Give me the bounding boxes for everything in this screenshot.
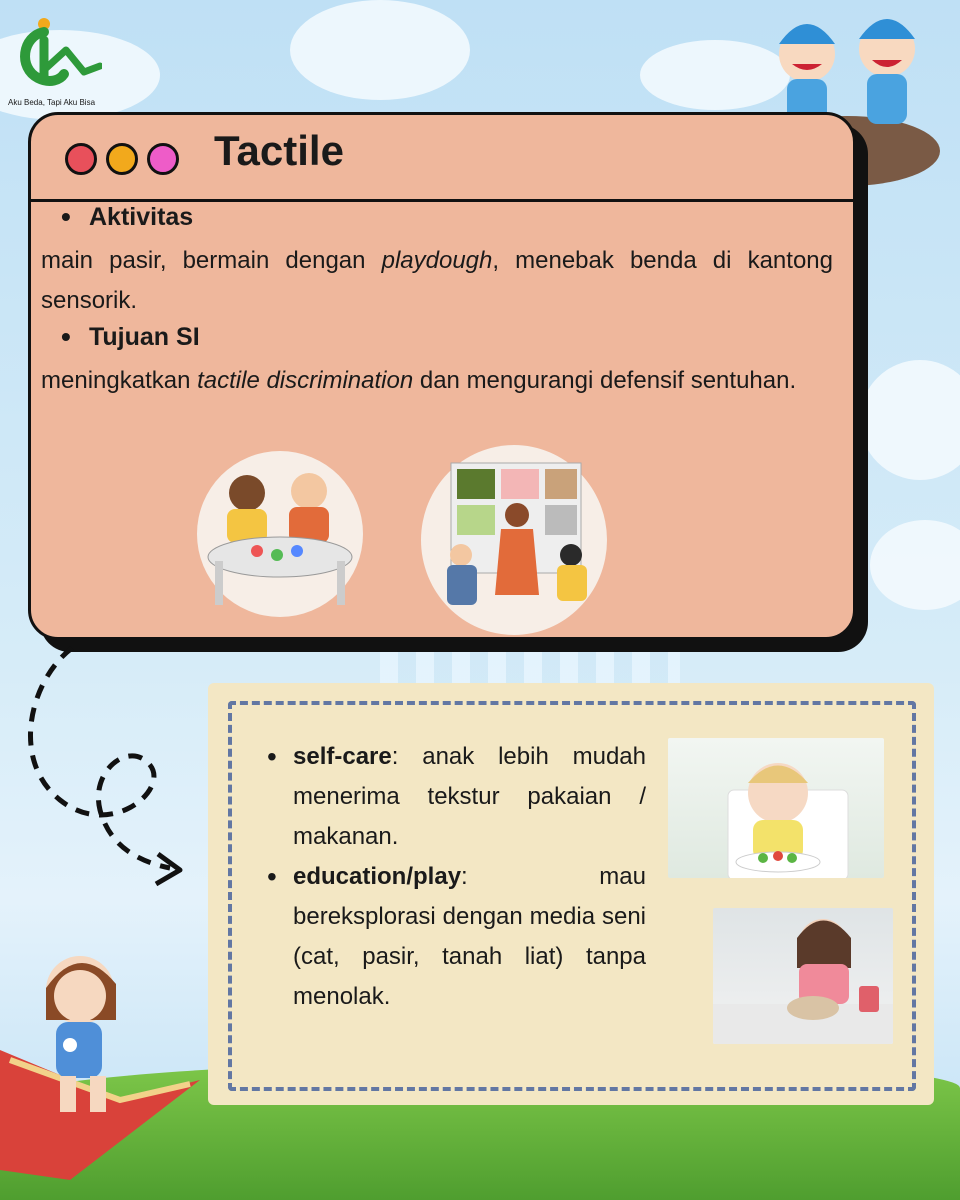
tactile-card xyxy=(28,112,856,640)
child-painting-image xyxy=(713,908,893,1044)
yellow-dot-icon xyxy=(106,143,138,175)
sensory-board-illustration xyxy=(421,445,607,635)
sensory-wall-icon xyxy=(421,445,607,635)
dashed-arrow-icon xyxy=(20,640,200,900)
aktivitas-text: main pasir, bermain dengan playdough, menebak benda di kantong sensorik. xyxy=(41,247,833,314)
kids-playdough-illustration xyxy=(197,451,363,617)
girl-reading-book-illustration xyxy=(0,950,210,1180)
education-play-item: • education/play: mau bereksplorasi dengan media seni (cat, pasir, tanah liat) tanpa menolak. xyxy=(293,857,646,1017)
playdough-table-icon xyxy=(197,451,363,617)
child-eating-image xyxy=(668,738,884,878)
cloud xyxy=(290,0,470,100)
child-eating-photo xyxy=(668,738,884,878)
logo-icon xyxy=(14,16,102,96)
card-header xyxy=(31,115,853,202)
aktivitas-heading: • Aktivitas xyxy=(89,203,193,232)
child-painting-photo xyxy=(713,908,893,1044)
card-title: Tactile xyxy=(214,127,344,174)
tujuan-text: meningkatkan tactile discrimination dan mengurangi defensif sentuhan. xyxy=(41,367,797,394)
logo-tagline: Aku Beda, Tapi Aku Bisa xyxy=(8,98,96,107)
self-care-item: • self-care: anak lebih mudah menerima tekstur pakaian / makanan. xyxy=(293,737,646,857)
benefits-note xyxy=(208,683,934,1105)
tujuan-heading: • Tujuan SI xyxy=(89,323,200,352)
logo xyxy=(8,16,104,112)
red-dot-icon xyxy=(65,143,97,175)
pink-dot-icon xyxy=(147,143,179,175)
